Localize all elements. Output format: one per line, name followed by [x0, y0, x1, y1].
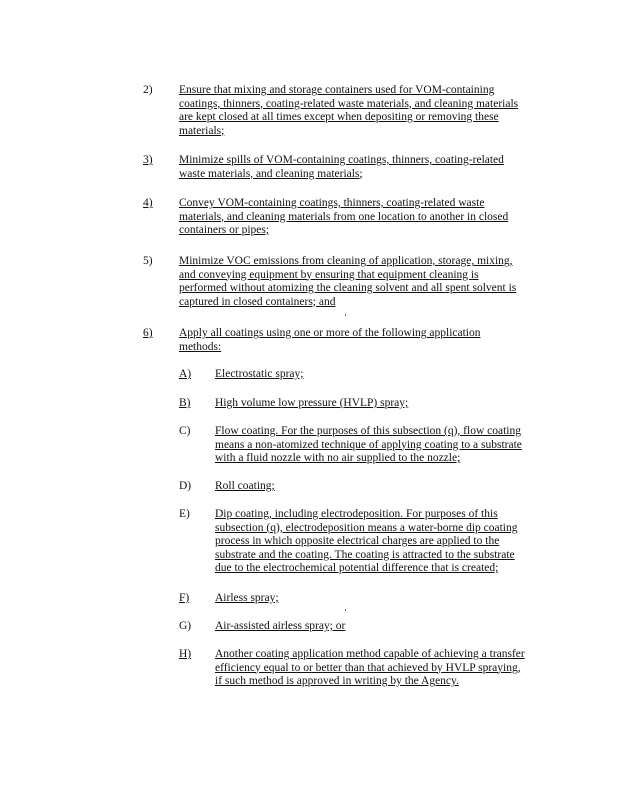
item-text	[179, 154, 504, 181]
subitem-line: efficiency equal to or better than that achieved by HVLP spraying,	[215, 661, 521, 674]
item-text	[179, 197, 508, 238]
item-text	[179, 84, 518, 138]
item-line: methods:	[179, 340, 222, 353]
subitem-line: High volume low pressure (HVLP) spray;	[215, 397, 409, 409]
subitem-letter: H)	[179, 648, 192, 660]
item-line: materials;	[179, 124, 225, 137]
subitem-line: Dip coating, including electrodeposition. For purposes of this	[215, 508, 498, 520]
item-line: performed without atomizing the cleaning solvent and all spent solvent is	[179, 282, 517, 294]
subitem-line: Flow coating. For the purposes of this subsection (q), flow coating	[215, 425, 521, 437]
subitem-line: Roll coating;	[215, 480, 275, 492]
item-line: Minimize spills of VOM-containing coatings, thinners, coating-related	[179, 154, 504, 166]
item-line: Minimize VOC emissions from cleaning of application, storage, mixing,	[179, 255, 513, 267]
subitem-letter: A)	[179, 368, 192, 380]
item-line: coatings, thinners, coating-related waste materials, and cleaning materials	[179, 97, 519, 110]
subitem-text	[215, 508, 518, 576]
subitem-text	[215, 425, 522, 466]
subitem-line: with a fluid nozzle with no air supplied to the nozzle;	[215, 452, 461, 464]
item-text	[179, 327, 481, 354]
item-number: 4)	[143, 197, 153, 209]
item-number: 6)	[143, 327, 153, 339]
subitem-line: Electrostatic spray;	[215, 368, 304, 380]
subitem-line: process in which opposite electrical charges are applied to the	[215, 535, 500, 547]
scan-speck	[345, 314, 346, 316]
subitem-text	[215, 480, 275, 494]
subitem-letter: D)	[179, 480, 192, 492]
subitem-line: if such method is approved in writing by the Agency.	[215, 675, 459, 687]
subitem-text	[215, 592, 279, 606]
subitem-line: substrate and the coating. The coating is attracted to the substrate	[215, 548, 515, 561]
item-line: waste materials, and cleaning materials;	[179, 167, 363, 180]
subitem-line: Airless spray;	[215, 592, 279, 604]
item-number: 5)	[143, 255, 153, 267]
item-line: materials, and cleaning materials from one location to another in closed	[179, 210, 509, 223]
item-line: containers or pipes;	[179, 224, 270, 236]
item-line: Ensure that mixing and storage containers used for VOM-containing	[179, 84, 495, 96]
subitem-text	[215, 648, 525, 689]
subitem-line: means a non-atomized technique of applying coating to a substrate	[215, 438, 522, 451]
item-number: 3)	[143, 154, 153, 166]
subitem-letter: E)	[179, 508, 190, 520]
subitem-line: Air-assisted airless spray; or	[215, 620, 346, 632]
item-line: are kept closed at all times except when depositing or removing these	[179, 111, 499, 123]
item-line: Apply all coatings using one or more of the following application	[179, 327, 481, 339]
subitem-line: due to the electrochemical potential difference that is created;	[215, 562, 499, 574]
subitem-letter: F)	[179, 592, 190, 604]
subitem-letter: G)	[179, 620, 192, 632]
subitem-line: subsection (q), electrodeposition means a water-borne dip coating	[215, 521, 518, 534]
item-line: captured in closed containers; and	[179, 295, 336, 308]
subitem-letter: C)	[179, 425, 191, 437]
item-number: 2)	[143, 84, 153, 96]
item-text	[179, 255, 516, 309]
item-line: and conveying equipment by ensuring that equipment cleaning is	[179, 268, 479, 281]
subitem-letter: B)	[179, 397, 191, 409]
subitem-text	[215, 620, 345, 634]
scan-speck	[345, 609, 346, 611]
item-line: Convey VOM-containing coatings, thinners, coating-related waste	[179, 197, 485, 209]
subitem-text	[215, 397, 408, 411]
subitem-text	[215, 368, 303, 382]
subitem-line: Another coating application method capable of achieving a transfer	[215, 648, 525, 660]
